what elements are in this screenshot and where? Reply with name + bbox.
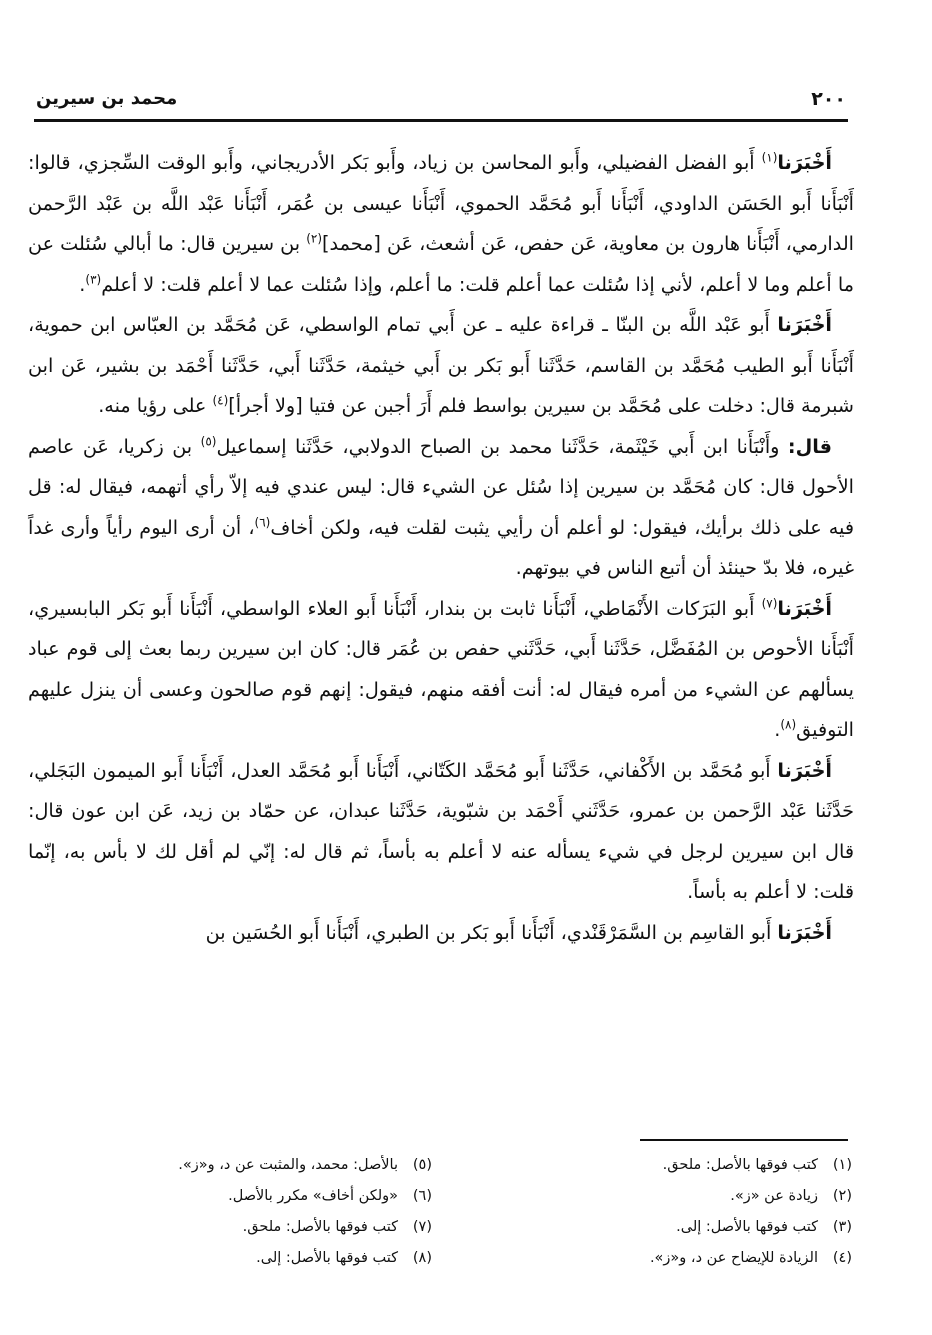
paragraph-text: وأَنْبَأَنا ابن أَبي خَيْثَمة، حَدَّثَنا محمد بن الصباح الدولابي، حَدَّثَنا إسماعيل (216, 434, 788, 458)
footnotes-right-column (482, 1150, 852, 1274)
paragraph-2 (28, 305, 854, 427)
footnote-text: كتب فوقها بالأصل: ملحق. (242, 1219, 398, 1235)
paragraph-text: بن سيرين قال: ما أبالي سُئلت عن ما أعلم وما لا أعلم، لأني إذا سُئلت عما أعلم قلت: ما أعلم، وإذا سُئلت عما لا أعلم قلت: لا أعلم (28, 232, 854, 296)
paragraph-5 (28, 751, 854, 913)
footnote-item (62, 1150, 432, 1181)
footnote-text: «ولكن أخاف» مكرر بالأصل. (228, 1188, 398, 1204)
footnote-text: كتب فوقها بالأصل: إلى. (676, 1219, 818, 1235)
running-title: محمد بن سيرين (36, 88, 178, 109)
footnote-item (482, 1150, 852, 1181)
footnote-ref: (٨) (780, 717, 797, 732)
footnote-text: بالأصل: محمد، والمثبت عن د، و«ز». (178, 1157, 398, 1173)
paragraph-text: أَبو الفضل الفضيلي، وأَبو المحاسن بن زياد، وأَبو بَكر الأدريجاني، وأَبو الوقت السِّجزي، قالوا: أَنْبَأَنا أَبو الحَسَن الداودي، أَنْبَأَنا أَبو مُحَمَّد الحموي، أَنْبَأَنا عيسى بن عُمَر، أَنْبَأَنا عَبْد اللَّه بن عَبْد الرَّحمن الدارمي، أَنْبَأَنا هارون بن معاوية، عَن حفص، عَن أشعث، عَن [محمد] (28, 151, 854, 255)
footnotes-left-column (62, 1150, 432, 1274)
paragraph-text: ، أن أرى اليوم رأياً وأرى غداً غيره، فلا بدّ حينئذ أن أتبع الناس في بيوتهم. (28, 515, 854, 579)
footnote-item (62, 1181, 432, 1212)
header-rule (34, 119, 848, 122)
body-text (28, 143, 854, 953)
footnote-number: (٥) (412, 1157, 432, 1173)
paragraph-1 (28, 143, 854, 305)
footnotes (100, 1150, 852, 1300)
paragraph-lead: أَخْبَرَنا (777, 313, 832, 336)
footnote-number: (٨) (412, 1250, 432, 1266)
paragraph-3 (28, 427, 854, 589)
footnote-number: (٢) (832, 1188, 852, 1204)
paragraph-text: على رؤيا منه. (98, 394, 213, 417)
paragraph-text: أَبو مُحَمَّد بن الأَكْفاني، حَدَّثَنا أَبو مُحَمَّد الكَتّاني، أَنْبَأَنا أَبو مُحَمَّد العدل، أَنْبَأَنا أَبو الميمون البَجَلي، حَدَّثَنا عَبْد الرَّحمن بن عمرو، حَدَّثَني أَحْمَد بن شبّوية، حَدَّثَنا عبدان، عن حمّاد بن زيد، عَن ابن عون قال: قال ابن سيرين لرجل في شيء يسأله عنه لا أعلم به بأساً، ثم قال له: إنّي لم أقل لك لا بأس به، إنّما قلت: لا أعلم به بأساً. (28, 758, 854, 903)
page-header (34, 82, 848, 118)
paragraph-text: أَبو عَبْد اللَّه بن البنّا ـ قراءة عليه ـ عن أَبي تمام الواسطي، عَن مُحَمَّد بن العبّاس ابن حموية، أَنْبَأَنا أَبو الطيب مُحَمَّد بن القاسم، حَدَّثَنا أَبو بَكر بن أَبي خيثمة، حَدَّثَنا أَبي، حَدَّثَنا أَحْمَد بن بشير، عَن ابن شبرمة قال: دخلت على مُحَمَّد بن سيرين بواسط فلم أَرَ أجبن عن فتيا [ولا أجرأ] (28, 313, 854, 417)
footnote-number: (٧) (412, 1219, 432, 1235)
footnote-text: الزيادة للإيضاح عن د، و«ز». (649, 1250, 818, 1266)
paragraph-text: . (774, 718, 781, 741)
footnote-ref: (٢) (306, 231, 323, 246)
footnote-ref: (٣) (85, 272, 102, 287)
paragraph-lead: أَخْبَرَنا (777, 758, 832, 782)
footnote-text: كتب فوقها بالأصل: ملحق. (662, 1157, 818, 1173)
footnote-number: (١) (832, 1157, 852, 1173)
paragraph-text: بن زكريا، عَن عاصم الأحول قال: كان مُحَمَّد بن سيرين إذا سُئل عن الشيء قال: ليس عندي فيه إلاّ رأي أتهمه، فيقال له: قل فيه على ذلك برأيك، فيقول: لو أعلم أن رأيي يثبت لقلت فيه، ولكن أخاف (28, 434, 855, 539)
paragraph-lead: قال: (787, 434, 832, 458)
paragraph-text: أَبو البَرَكات الأَنْمَاطي، أَنْبَأَنا ثابت بن بندار، أَنْبَأَنا أَبو العلاء الواسطي، أَنْبَأَنا أَبو بَكر البابسيري، أَنْبَأَنا الأحوص بن المُفَضَّل، حَدَّثَنا أَبي، حَدَّثَني حفص بن عُمَر قال: كان ابن سيرين ربما بعث إلى قوم عباد يسألهم عن الشيء من أمره فيقال له: أنت أفقه منهم، فيقول: إنهم قوم صالحون وعسى أن ينزل عليهم التوفيق (28, 596, 854, 741)
footnote-item (62, 1212, 432, 1243)
footnote-ref: (٧) (761, 596, 778, 611)
paragraph-text: أَبو القاسِم بن السَّمَرْقَنْدي، أَنْبَأَنا أَبو بَكر بن الطبري، أَنْبَأَنا أَبو الحُسَين بن (205, 920, 778, 944)
footnote-item (482, 1243, 852, 1274)
footnote-item (62, 1243, 432, 1274)
paragraph-lead: أَخْبَرَنا (777, 920, 832, 944)
footnote-ref: (٤) (212, 393, 229, 408)
footnote-ref: (٦) (254, 515, 271, 530)
paragraph-6 (28, 913, 854, 954)
paragraph-lead: أَخْبَرَنا (777, 596, 832, 620)
footnote-item (482, 1212, 852, 1243)
footnote-rule (640, 1139, 848, 1141)
paragraph-lead: أَخْبَرَنا (777, 151, 832, 174)
paragraph-text: . (79, 272, 86, 296)
footnote-text: زيادة عن «ز». (730, 1188, 818, 1204)
footnote-number: (٣) (832, 1219, 852, 1235)
page-number: ٢٠٠ (811, 88, 846, 110)
footnote-ref: (١) (761, 150, 778, 165)
paragraph-4 (28, 589, 854, 751)
footnote-text: كتب فوقها بالأصل: إلى. (256, 1250, 398, 1266)
footnote-number: (٤) (832, 1250, 852, 1266)
footnote-item (482, 1181, 852, 1212)
footnote-ref: (٥) (200, 434, 217, 449)
footnote-number: (٦) (412, 1188, 432, 1204)
